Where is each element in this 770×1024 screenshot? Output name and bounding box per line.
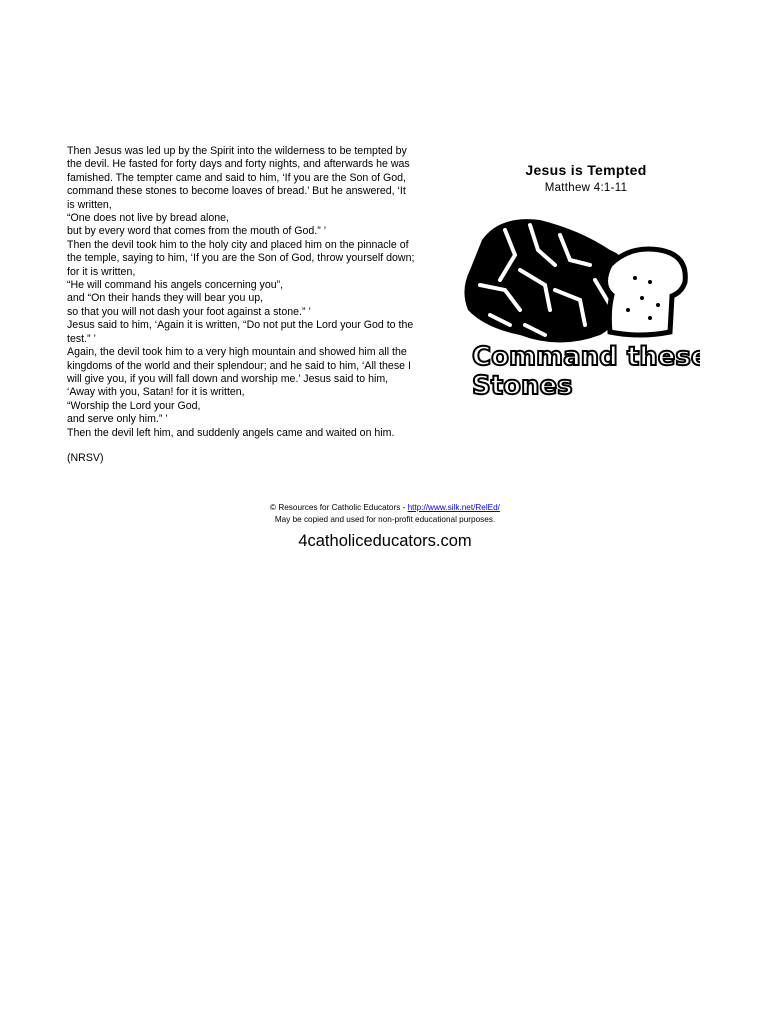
- stones-bread-art: [460, 210, 700, 410]
- site-name: 4catholiceducators.com: [298, 532, 472, 550]
- passage-line: test.” ’: [67, 332, 96, 345]
- footer: [0, 502, 770, 526]
- passage-line: the temple, saying to him, ‘If you are the Son of God, throw yourself down;: [67, 252, 415, 265]
- passage-line: Then Jesus was led up by the Spirit into the wilderness to be tempted by: [67, 145, 407, 157]
- reled-link[interactable]: http://www.silk.net/RelEd/: [407, 503, 500, 512]
- copyright-line: [0, 502, 770, 514]
- passage-line: command these stones to become loaves of bread.’ But he answered, ‘It: [67, 185, 406, 198]
- art-caption-line1: Command these: [472, 342, 700, 372]
- passage-line: will give you, if you will fall down and worship me.’ Jesus said to him,: [67, 372, 389, 385]
- passage-line: “Worship the Lord your God,: [67, 399, 201, 412]
- passage-line: the devil. He fasted for forty days and forty nights, and afterwards he was: [67, 158, 410, 171]
- passage-line: for it is written,: [67, 265, 136, 278]
- bread-loaf: [605, 249, 685, 335]
- art-caption-line2: Stones: [472, 371, 573, 401]
- passage-line: Then the devil took him to the holy city and placed him on the pinnacle of: [67, 238, 409, 251]
- passage-line: and serve only him.” ’: [67, 413, 168, 426]
- passage-line: Again, the devil took him to a very high mountain and showed him all the: [67, 346, 407, 359]
- passage-line: “One does not live by bread alone,: [67, 212, 229, 225]
- passage-line: “He will command his angels concerning you”,: [67, 279, 284, 292]
- passage-line: Jesus said to him, ‘Again it is written, “Do not put the Lord your God to the: [67, 319, 414, 332]
- translation-label: (NRSV): [67, 452, 104, 464]
- passage-line: famished. The tempter came and said to him, ‘If you are the Son of God,: [67, 171, 406, 184]
- passage-line: kingdoms of the world and their splendour; and he said to him, ‘All these I: [67, 359, 411, 372]
- passage-line: and “On their hands they will bear you up,: [67, 292, 264, 305]
- title-block: [470, 162, 702, 194]
- passage-line: Then the devil left him, and suddenly angels came and waited on him.: [67, 426, 395, 439]
- copyright-text: © Resources for Catholic Educators -: [270, 503, 408, 512]
- scripture-reference: Matthew 4:1-11: [544, 182, 628, 194]
- passage-line: so that you will not dash your foot against a stone.” ’: [67, 305, 311, 318]
- permission-text: May be copied and used for non-profit educational purposes.: [274, 515, 496, 524]
- passage-line: ‘Away with you, Satan! for it is written,: [67, 386, 245, 399]
- passage-line: is written,: [67, 198, 112, 211]
- passage-line: but by every word that comes from the mouth of God.” ’: [67, 225, 327, 238]
- page-title: Jesus is Tempted: [525, 162, 647, 178]
- scripture-passage: [67, 145, 439, 440]
- stones-bread-illustration: [460, 210, 700, 410]
